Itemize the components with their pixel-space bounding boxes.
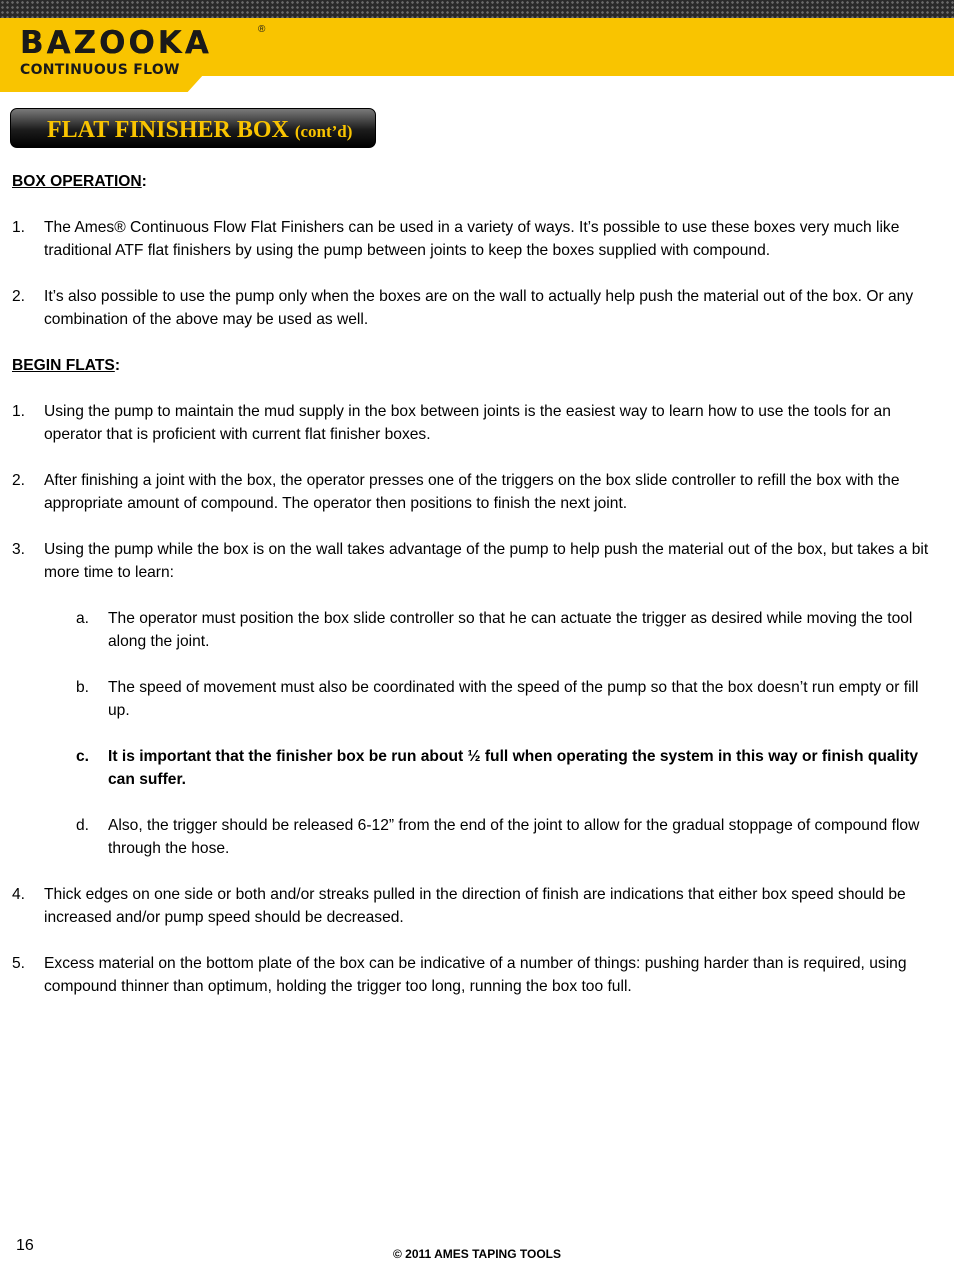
logo-tagline: CONTINUOUS FLOW (20, 62, 180, 78)
section-banner (10, 108, 376, 148)
list-item: 3. Using the pump while the box is on the wall takes advantage of the pump to help push the material out of the box, but takes a bit more time to learn: (12, 541, 929, 581)
registered-mark: ® (258, 24, 266, 35)
sub-list-item-important: c. It is important that the finisher box be run about ½ full when operating the system in this way or finish quality can suffer. (76, 748, 919, 788)
header-pattern-strip (0, 0, 954, 20)
list-item: 2. After finishing a joint with the box, the operator presses one of the triggers on the box slide controller to refill the box with the appropriate amount of compound. The operator then positions to finish the next joint. (12, 472, 900, 512)
list-item: 5. Excess material on the bottom plate of the box can be indicative of a number of things: pushing harder than is required, using compound thinner than optimum, holding the trigger too long, running the box too full. (12, 955, 907, 995)
document-body (12, 170, 940, 1021)
copyright-notice: © 2011 AMES TAPING TOOLS (393, 1247, 561, 1261)
sub-list-item: a. The operator must position the box slide controller so that he can actuate the trigger as desired while moving the tool along the joint. (76, 610, 913, 650)
page-header (0, 0, 954, 92)
sub-list-item: d. Also, the trigger should be released 6-12” from the end of the joint to allow for the gradual stoppage of compound flow through the hose. (76, 817, 920, 857)
list-item: 1. Using the pump to maintain the mud supply in the box between joints is the easiest way to learn how to use the tools for an operator that is proficient with current flat finisher boxes. (12, 403, 891, 443)
heading-box-operation: BOX OPERATION: (12, 173, 147, 190)
logo-wordmark: BAZOOKA (20, 25, 212, 61)
list-item: 4. Thick edges on one side or both and/or streaks pulled in the direction of finish are indications that either box speed should be increased and/or pump speed should be decreased. (12, 886, 906, 926)
sub-list-item: b. The speed of movement must also be coordinated with the speed of the pump so that the box doesn’t run empty or fill up. (76, 679, 919, 719)
page-number: 16 (16, 1237, 34, 1254)
banner-title-suffix: (cont’d) (294, 122, 353, 141)
heading-begin-flats: BEGIN FLATS: (12, 357, 121, 374)
list-item: 2. It’s also possible to use the pump only when the boxes are on the wall to actually help push the material out of the box. Or any combination of the above may be used as well. (12, 288, 914, 328)
bazooka-logo (20, 24, 266, 78)
banner-title (47, 116, 352, 146)
list-item: 1. The Ames® Continuous Flow Flat Finishers can be used in a variety of ways. It’s possible to use these boxes very much like traditional ATF flat finishers by using the pump between joints to keep the boxes supplied with compound. (12, 219, 900, 259)
banner-title-main: FLAT FINISHER BOX (47, 117, 289, 143)
